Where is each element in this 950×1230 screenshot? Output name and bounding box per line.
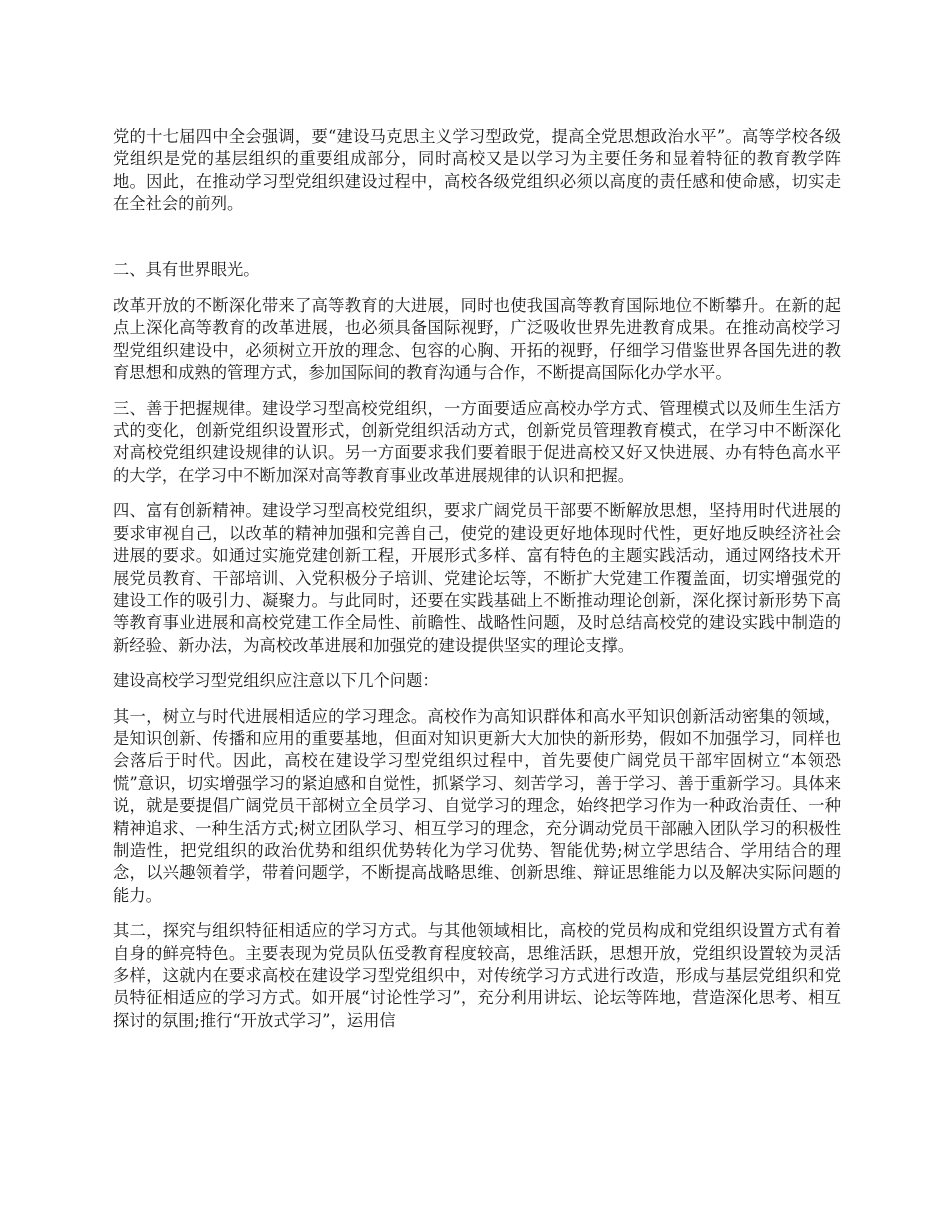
paragraph-innovation-spirit: 四、富有创新精神。建设学习型高校党组织，要求广阔党员干部要不断解放思想，坚持用时代进展的要求审视自己，以改革的精神加强和完善自己，使党的建设更好地体现时代性，更好地反映经济社会进展的要求。如通过实施党建创新工程，开展形式多样、富有特色的主题实践活动，通过网络技术开展党员教育、干部培训、入党积极分子培训、党建论坛等，不断扩大党建工作覆盖面，切实增强党的建设工作的吸引力、凝聚力。与此同时，还要在实践基础上不断推动理论创新，深化探讨新形势下高等教育事业进展和高校党建工作全局性、前瞻性、战略性问题，及时总结高校党的建设实践中制造的新经验、新办法，为高校改革进展和加强党的建设提供坚实的理论支撑。 (113, 501, 841, 655)
document-body (113, 126, 841, 1045)
paragraph-issue-one: 其一，树立与时代进展相适应的学习理念。高校作为高知识群体和高水平知识创新活动密集的领域，是知识创新、传播和应用的重要基地，但面对知识更新大大加快的新形势，假如不加强学习，同样也会落后于时代。因此，高校在建设学习型党组织过程中，首先要使广阔党员干部牢固树立“本领恐慌”意识，切实增强学习的紧迫感和自觉性，抓紧学习、刻苦学习，善于学习、善于重新学习。具体来说，就是要提倡广阔党员干部树立全员学习、自觉学习的理念，始终把学习作为一种政治责任、一种精神追求、一种生活方式;树立团队学习、相互学习的理念，充分调动党员干部融入团队学习的积极性制造性，把党组织的政治优势和组织优势转化为学习优势、智能优势;树立学思结合、学用结合的理念，以兴趣领着学，带着问题学，不断提高战略思维、创新思维、辩证思维能力以及解决实际问题的能力。 (113, 706, 841, 905)
intro-paragraph: 党的十七届四中全会强调，要“建设马克思主义学习型政党，提高全党思想政治水平”。高等学校各级党组织是党的基层组织的重要组成部分，同时高校又是以学习为主要任务和显着特征的教育教学阵地。因此，在推动学习型党组织建设过程中，高校各级党组织必须以高度的责任感和使命感，切实走在全社会的前列。 (113, 127, 841, 214)
paragraph-issue-two: 其二，探究与组织特征相适应的学习方式。与其他领域相比，高校的党员构成和党组织设置方式有着自身的鲜亮特色。主要表现为党员队伍受教育程度较高，思维活跃，思想开放，党组织设置较为灵活多样，这就内在要求高校在建设学习型党组织中，对传统学习方式进行改造，形成与基层党组织和党员特征相适应的学习方式。如开展“讨论性学习”，充分利用讲坛、论坛等阵地，营造深化思考、相互探讨的氛围;推行“开放式学习”，运用信 (113, 921, 841, 1030)
paragraph-world-vision: 改革开放的不断深化带来了高等教育的大进展，同时也使我国高等教育国际地位不断攀升。在新的起点上深化高等教育的改革进展，也必须具备国际视野，广泛吸收世界先进教育成果。在推动高校学习型党组织建设中，必须树立开放的理念、包容的心胸、开拓的视野，仔细学习借鉴世界各国先进的教育思想和成熟的管理方式，参加国际间的教育沟通与合作，不断提高国际化办学水平。 (113, 296, 841, 383)
paragraph-issues-intro: 建设高校学习型党组织应注意以下几个问题： (113, 671, 439, 691)
paragraph-grasp-rules: 三、善于把握规律。建设学习型高校党组织，一方面要适应高校办学方式、管理模式以及师生生活方式的变化，创新党组织设置形式，创新党组织活动方式，创新党员管理教育模式，在学习中不断深化对高校党组织建设规律的认识。另一方面要求我们要着眼于促进高校又好又快进展、办有特色高水平的大学，在学习中不断加深对高等教育事业改革进展规律的认识和把握。 (113, 398, 841, 485)
section-heading-world-vision: 二、具有世界眼光。 (113, 259, 260, 279)
